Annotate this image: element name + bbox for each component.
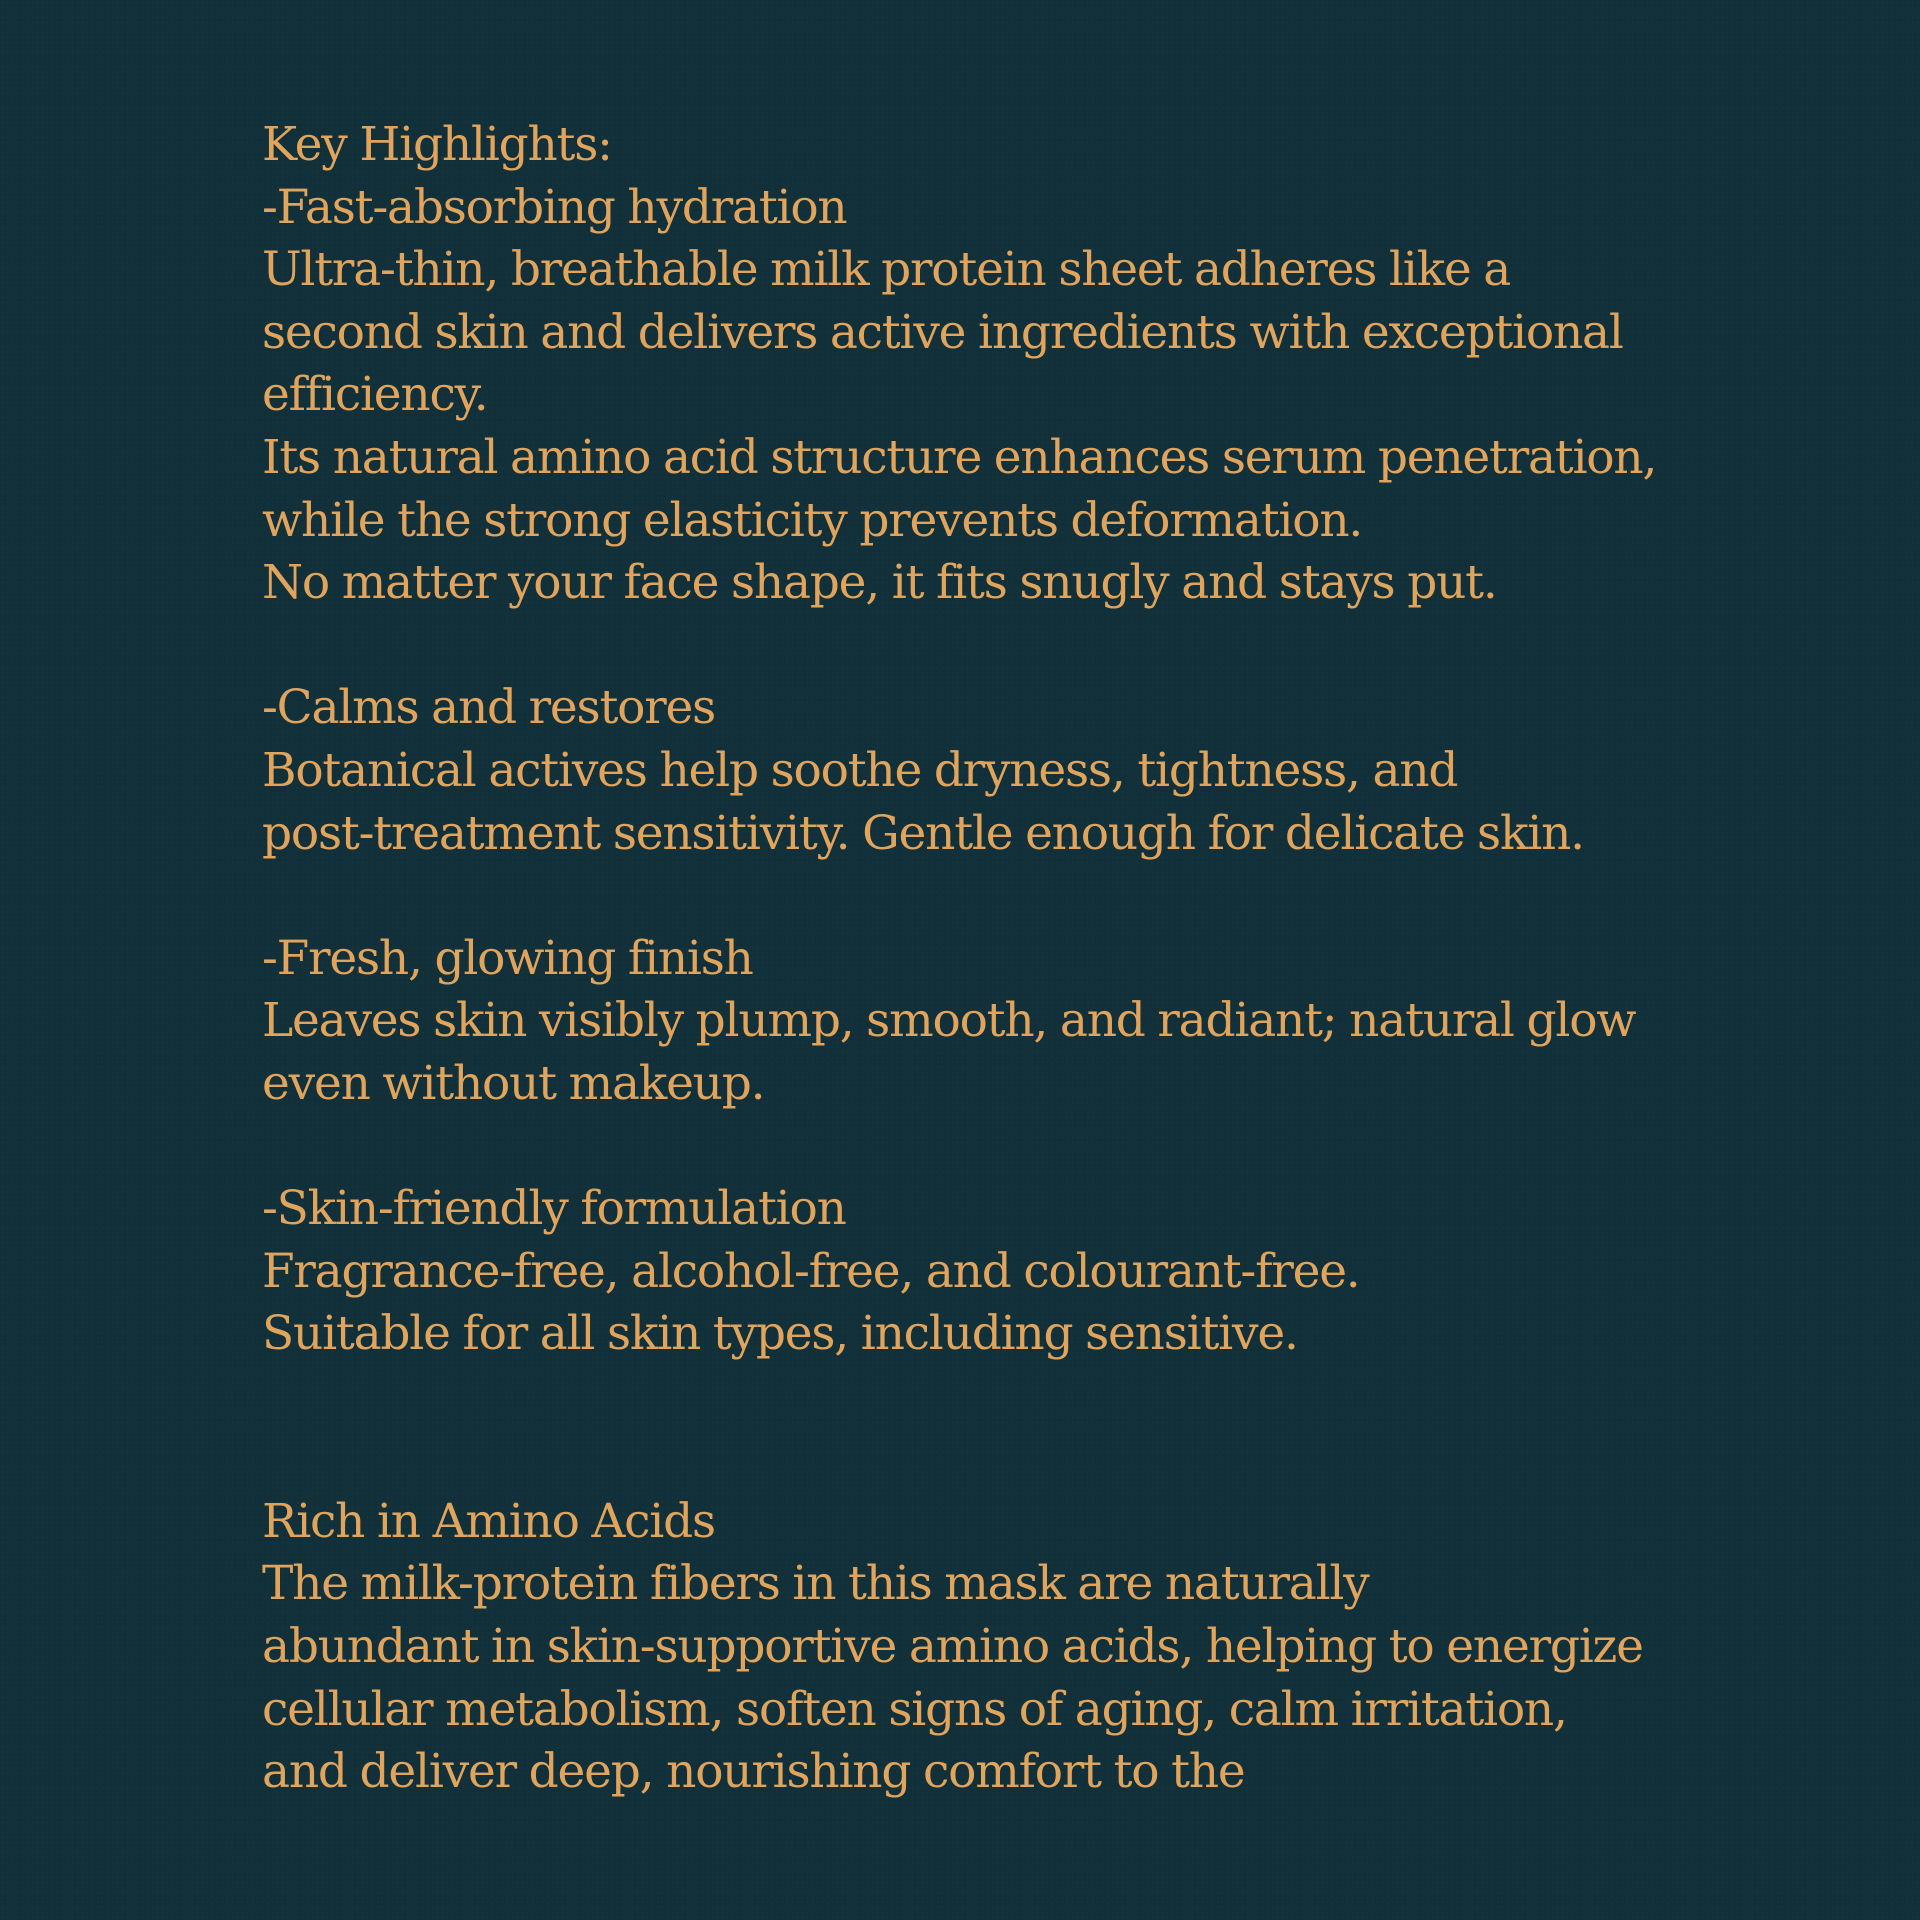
- section-spacer: [262, 865, 1762, 928]
- paragraph-line: Leaves skin visibly plump, smooth, and radiant; natural glow: [262, 993, 1636, 1049]
- paragraph-line: and deliver deep, nourishing comfort to the: [262, 1744, 1245, 1800]
- section-title: -Fast-absorbing hydration: [262, 179, 847, 235]
- paragraph-line: post-treatment sensitivity. Gentle enough for delicate skin.: [262, 805, 1584, 861]
- section-rich-in-amino-acids: [262, 1491, 1762, 1804]
- paragraph-line: The milk-protein fibers in this mask are naturally: [262, 1556, 1369, 1612]
- section-title: -Calms and restores: [262, 680, 716, 736]
- section-title: Rich in Amino Acids: [262, 1493, 715, 1549]
- section-spacer: [262, 1116, 1762, 1179]
- paragraph-line: even without makeup.: [262, 1055, 765, 1111]
- paragraph-line: while the strong elasticity prevents deformation.: [262, 492, 1363, 548]
- product-description: [262, 114, 1762, 1804]
- section-title: -Skin-friendly formulation: [262, 1181, 846, 1237]
- paragraph-line: No matter your face shape, it fits snugly and stays put.: [262, 555, 1497, 611]
- paragraph-line: cellular metabolism, soften signs of aging, calm irritation,: [262, 1681, 1567, 1737]
- section-fast-absorbing-hydration: [262, 177, 1762, 615]
- section-calms-and-restores: [262, 677, 1762, 865]
- paragraph-line: Botanical actives help soothe dryness, tightness, and: [262, 742, 1458, 798]
- paragraph-line: Its natural amino acid structure enhances serum penetration,: [262, 429, 1657, 485]
- section-skin-friendly-formulation: [262, 1178, 1762, 1366]
- section-spacer: [262, 615, 1762, 678]
- paragraph-line: Suitable for all skin types, including sensitive.: [262, 1306, 1298, 1362]
- paragraph-line: Ultra-thin, breathable milk protein sheet adheres like a: [262, 242, 1511, 298]
- key-highlights-heading: Key Highlights:: [262, 117, 612, 172]
- paragraph-line: second skin and delivers active ingredients with exceptional: [262, 304, 1623, 360]
- paragraph-line: abundant in skin-supportive amino acids, helping to energize: [262, 1619, 1643, 1675]
- paragraph-line: efficiency.: [262, 367, 488, 423]
- paragraph-line: Fragrance-free, alcohol-free, and colourant-free.: [262, 1243, 1360, 1299]
- section-spacer-large: [262, 1366, 1762, 1491]
- section-title: -Fresh, glowing finish: [262, 930, 753, 986]
- section-fresh-glowing-finish: [262, 928, 1762, 1116]
